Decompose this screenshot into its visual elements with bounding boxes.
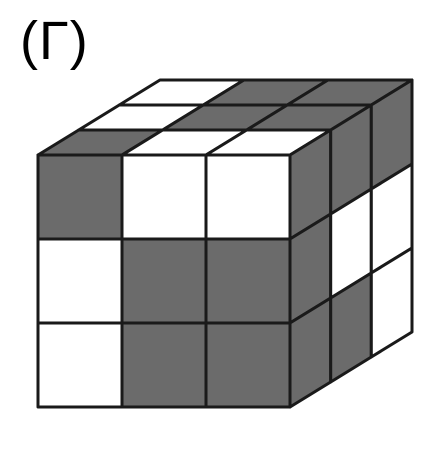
front-sticker-r0-c1	[122, 155, 206, 239]
front-sticker-r2-c0	[38, 323, 122, 407]
front-sticker-r0-c0	[38, 155, 122, 239]
cube-front-face	[38, 155, 290, 407]
figure-label: (Γ)	[20, 11, 89, 71]
front-sticker-r1-c2	[206, 239, 290, 323]
front-sticker-r1-c0	[38, 239, 122, 323]
front-sticker-r0-c2	[206, 155, 290, 239]
front-sticker-r2-c2	[206, 323, 290, 407]
front-sticker-r1-c1	[122, 239, 206, 323]
front-sticker-r2-c1	[122, 323, 206, 407]
